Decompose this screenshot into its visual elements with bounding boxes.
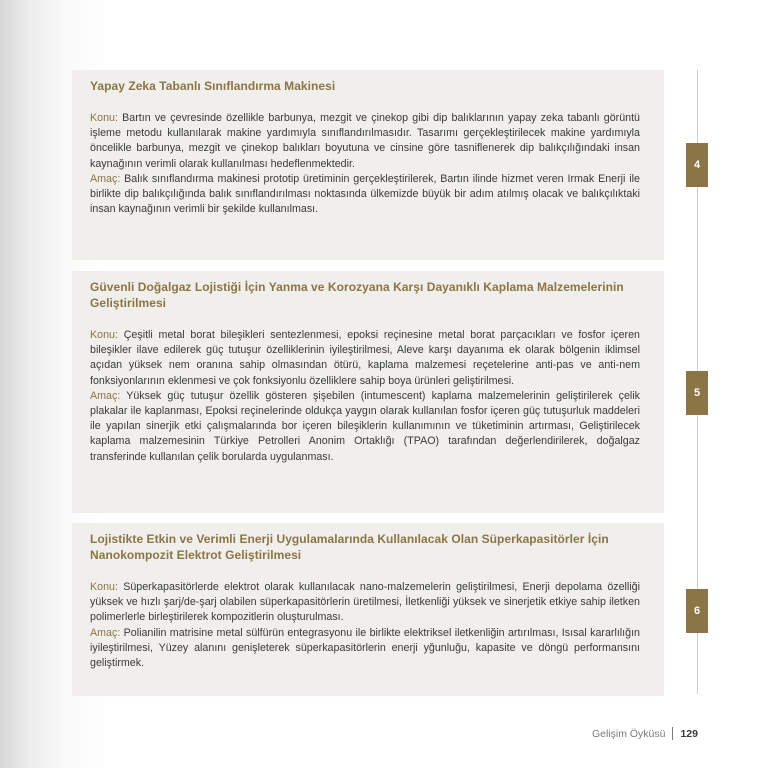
- project-card-2: [72, 271, 664, 513]
- footer-label: Gelişim Öyküsü: [591, 727, 666, 740]
- konu-paragraph: [90, 328, 640, 389]
- amac-paragraph: [90, 389, 640, 465]
- konu-text: Çeşitli metal borat bileşikleri sentezlenmesi, epoksi reçinesine metal borat parçacıkları ve fosfor içeren bileşikler ilave edilerek güç tutuşur özelliklerinin iyileştirilmesi, Aleve karşı dayanıma ek olarak bölgenin iklimsel açıdan yüksek nem oranına sahip olmasından ötürü, kaplama malzemesi reçetelerine anti-pas ve anti-nem fonksiyonlarının eklenmesi ve çok fonksiyonlu özelliklere sahip boya ürünleri geliştirilmesi.: [90, 329, 640, 387]
- project-title: Lojistikte Etkin ve Verimli Enerji Uygulamalarında Kullanılacak Olan Süperkapasitörler İçin Nanokompozit Elektrot Geliştirilmesi: [90, 532, 609, 562]
- section-tab-6: 6: [686, 589, 708, 633]
- amac-label: Amaç:: [90, 172, 121, 185]
- konu-label: Konu:: [90, 329, 118, 341]
- section-tab-4: 4: [686, 143, 708, 187]
- footer-divider: [672, 727, 673, 740]
- project-title: Güvenli Doğalgaz Lojistiği İçin Yanma ve Korozyana Karşı Dayanıklı Kaplama Malzemelerinin Geliştirilmesi: [90, 280, 624, 310]
- section-tab-5: 5: [686, 371, 708, 415]
- amac-paragraph: [90, 172, 640, 218]
- amac-paragraph: [90, 626, 640, 672]
- amac-label: Amaç:: [90, 389, 121, 402]
- page-footer: [592, 727, 698, 740]
- amac-text: Polianilin matrisine metal sülfürün entegrasyonu ile birlikte elektriksel iletkenliğin artırılması, Isısal kararlılığın iyileştirilmesi, Yüzey alanını genişleterek süperkapasitörlerin enerji yğunluğu, kapasite ve döngü performansını geliştirmek.: [90, 626, 640, 670]
- konu-label: Konu:: [90, 581, 118, 593]
- konu-paragraph: [90, 111, 640, 172]
- amac-text: Balık sınıflandırma makinesi prototip üretiminin gerçekleştirilerek, Bartın ilinde hizmet veren Irmak Enerji ile birlikte dip balıkçılığında balık sınıflandırılması noktasında ülkemizde büyük bir adım atılmış olacak ve balıkçılıktaki insan kaynağının verimli bir şekilde kullanılması.: [90, 172, 640, 216]
- konu-label: Konu:: [90, 112, 118, 124]
- project-title: Yapay Zeka Tabanlı Sınıflandırma Makinesi: [90, 79, 336, 93]
- amac-text: Yüksek güç tutuşur özellik gösteren şişebilen (intumescent) kaplama malzemelerinin geliştirilerek çelik plakalar ile kaplanması, Epoksi reçinelerinde oldukça yaygın olarak kullanılan fosfor içeren güç tutuşurluk maddeleri ile yapılan sinerjik etki çalışmalarında bor içeren bileşiklerin kullanımının ve tüketiminin artırması, Geliştirilecek kaplama malzemesinin Türkiye Petrolleri Anonim Ortaklığı (TPAO) tarafından değerlendirilerek, doğalgaz transferinde kullanılan çelik borularda uygulanması.: [90, 389, 640, 463]
- page-number: 129: [680, 727, 698, 740]
- project-card-3: [72, 523, 664, 696]
- konu-text: Süperkapasitörlerde elektrot olarak kullanılacak nano-malzemelerin geliştirilmesi, Enerji depolama özelliği yüksek ve hızlı şarj/de-şarj olabilen süperkapasitörlerin üretilmesi, İletkenliği yüksek ve sinerjetik etkiye sahip iletken polimerlerle birleştirilerek kompozitlerin oluşturulması.: [90, 581, 640, 624]
- konu-text: Bartın ve çevresinde özellikle barbunya, mezgit ve çinekop gibi dip balıklarının yapay zeka tabanlı görüntü işleme metodu kullanılarak makine yardımıyla sınıflandırılmasıdır. Tasarımı gerçekleştirilecek makine yardımıyla öncelikle barbunya, mezgit ve çinekop balıkları boyutuna ve cinsine göre tasniflenerek dip balıkçılığındaki insan kaynağının verimli olarak kullanılması hedeflenmektedir.: [90, 112, 640, 170]
- konu-paragraph: [90, 580, 640, 626]
- amac-label: Amaç:: [90, 626, 121, 639]
- project-card-1: [72, 70, 664, 260]
